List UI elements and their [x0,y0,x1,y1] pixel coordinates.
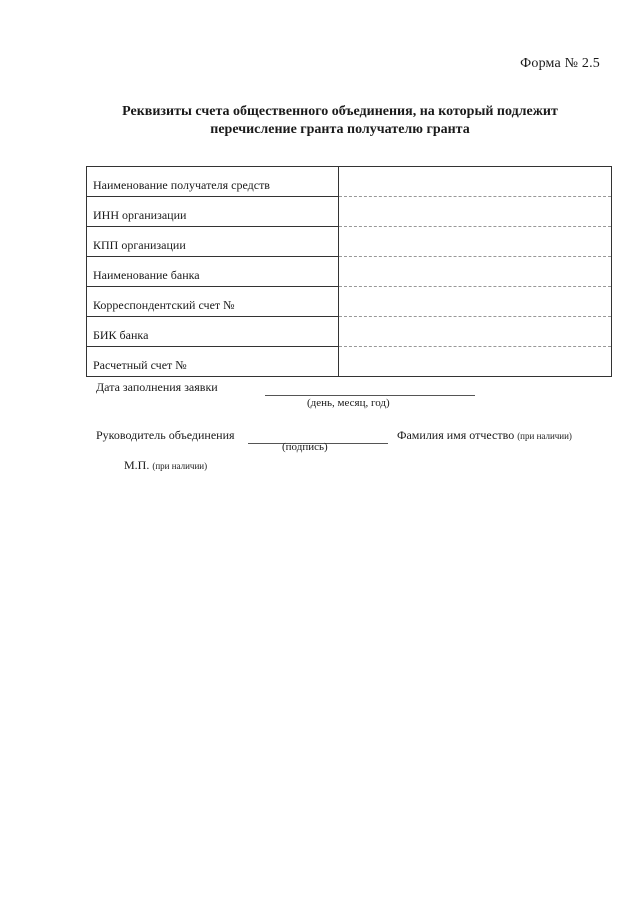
kpp-field[interactable] [339,227,612,257]
bank-name-field[interactable] [339,257,612,287]
table-row [87,347,612,377]
inn-field[interactable] [339,197,612,227]
signature-hint: (подпись) [282,441,328,453]
full-name-row [397,428,572,443]
date-hint: (день, месяц, год) [307,397,390,409]
row-label-bik: БИК банка [87,317,339,347]
table-row [87,287,612,317]
row-label-settlement-account: Расчетный счет № [87,347,339,377]
stamp-note: (при наличии) [152,461,208,471]
stamp-row [124,458,207,473]
table-row [87,167,612,197]
full-name-note: (при наличии) [517,431,572,441]
title-line-2: перечисление гранта получателю гранта [210,122,470,137]
row-label-corr-account: Корреспондентский счет № [87,287,339,317]
row-label-kpp: КПП организации [87,227,339,257]
corr-account-field[interactable] [339,287,612,317]
row-label-bank-name: Наименование банка [87,257,339,287]
bank-details-table [86,166,612,377]
full-name-label: Фамилия имя отчество [397,428,515,442]
document-title [60,103,620,139]
table-row [87,317,612,347]
table-row [87,227,612,257]
table-row [87,257,612,287]
date-input-line[interactable] [265,383,475,396]
stamp-label: М.П. [124,458,150,472]
row-label-recipient: Наименование получателя средств [87,167,339,197]
bik-field[interactable] [339,317,612,347]
form-number: Форма № 2.5 [520,56,600,71]
date-label: Дата заполнения заявки [96,380,218,394]
title-line-1: Реквизиты счета общественного объединения, на который подлежит [122,104,558,119]
recipient-name-field[interactable] [339,167,612,197]
settlement-account-field[interactable] [339,347,612,377]
table-row [87,197,612,227]
date-row [96,380,218,395]
head-label: Руководитель объединения [96,428,235,442]
row-label-inn: ИНН организации [87,197,339,227]
